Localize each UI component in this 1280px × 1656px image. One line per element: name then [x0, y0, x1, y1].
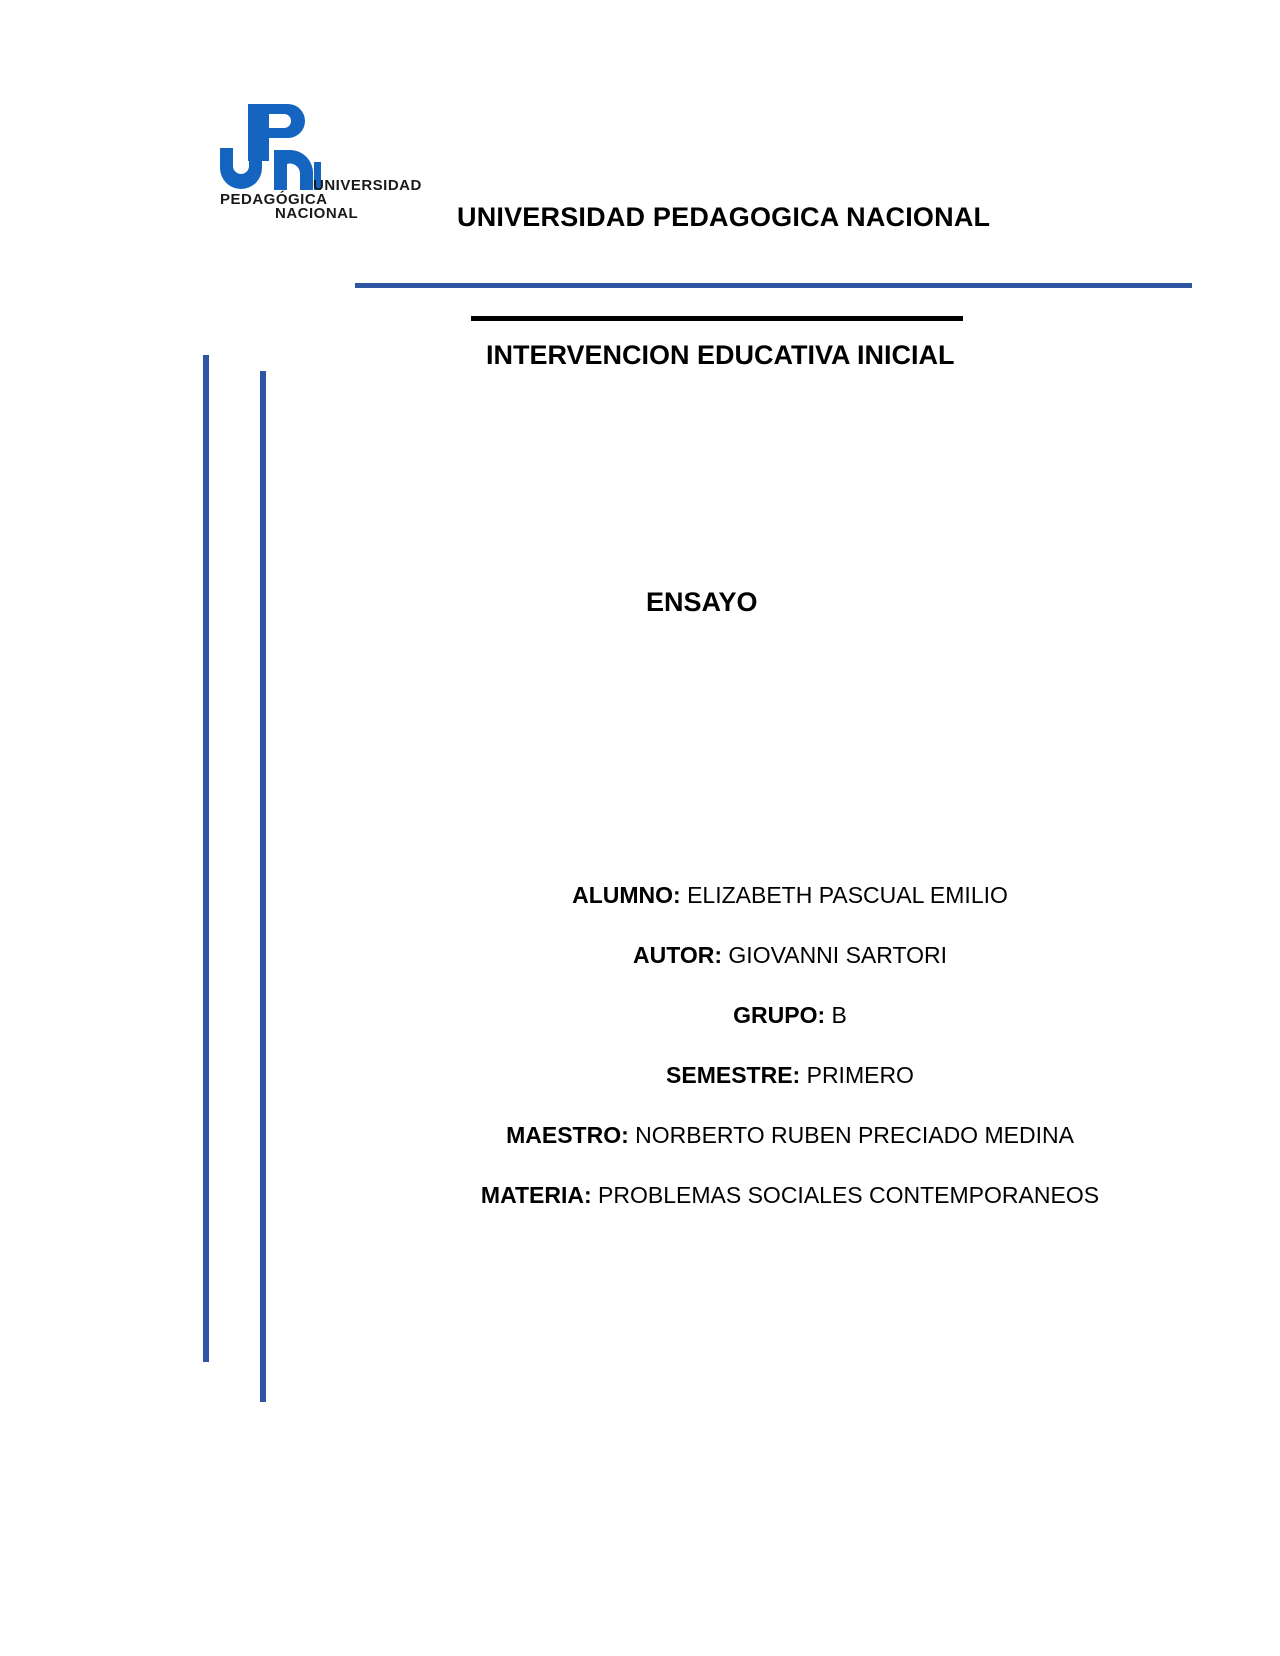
detail-label: GRUPO:	[733, 1002, 832, 1028]
detail-value: B	[831, 1002, 847, 1028]
program-title: INTERVENCION EDUCATIVA INICIAL	[486, 340, 955, 370]
detail-value: GIOVANNI SARTORI	[728, 942, 947, 968]
detail-value: PRIMERO	[806, 1062, 914, 1088]
detail-autor	[340, 942, 1240, 1002]
detail-label: SEMESTRE:	[666, 1062, 807, 1088]
detail-semestre	[340, 1062, 1240, 1122]
detail-value: ELIZABETH PASCUAL EMILIO	[687, 882, 1008, 908]
left-blue-bar-outer	[203, 355, 209, 1362]
detail-label: AUTOR:	[633, 942, 729, 968]
university-title: UNIVERSIDAD PEDAGOGICA NACIONAL	[457, 202, 991, 232]
detail-label: MATERIA:	[480, 1182, 599, 1208]
header-black-rule	[471, 316, 963, 321]
detail-materia	[340, 1182, 1240, 1242]
header-blue-rule	[355, 283, 1192, 288]
left-blue-bar-inner	[260, 371, 266, 1402]
logo-text-universidad: UNIVERSIDAD	[313, 177, 422, 194]
detail-label: MAESTRO:	[506, 1122, 636, 1148]
detail-value: NORBERTO RUBEN PRECIADO MEDINA	[635, 1122, 1074, 1148]
logo-text-pedagogica: PEDAGÓGICA	[220, 191, 328, 208]
logo-text-nacional: NACIONAL	[275, 205, 359, 222]
detail-value: PROBLEMAS SOCIALES CONTEMPORANEOS	[598, 1182, 1100, 1208]
detail-label: ALUMNO:	[572, 882, 688, 908]
details-block	[340, 882, 1240, 1242]
upn-logo	[220, 104, 430, 229]
detail-alumno	[340, 882, 1240, 942]
detail-grupo	[340, 1002, 1240, 1062]
detail-maestro	[340, 1122, 1240, 1182]
document-type: ENSAYO	[646, 587, 758, 617]
